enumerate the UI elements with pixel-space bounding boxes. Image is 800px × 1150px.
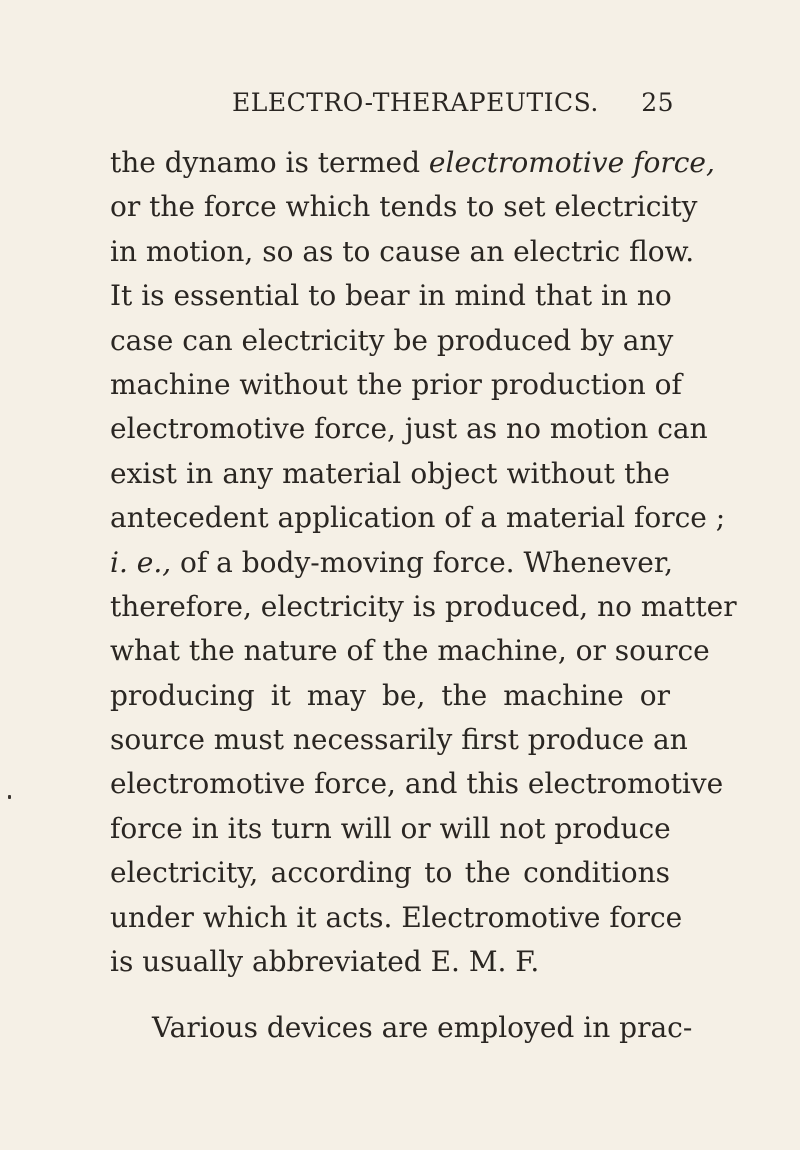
text-span: of a body-moving force. Whenever, xyxy=(180,545,674,579)
text-line: therefore, electricity is produced, no matter xyxy=(110,589,737,623)
text-line: source must necessarily first produce an xyxy=(110,723,688,757)
text-line: machine without the prior production of xyxy=(110,367,682,401)
text-line xyxy=(110,541,674,585)
text-line: what the nature of the machine, or source xyxy=(110,634,710,668)
text-line: is usually abbreviated E. M. F. xyxy=(110,945,540,979)
text-line: electromotive force, and this electromotive xyxy=(110,767,724,801)
text-line: exist in any material object without the xyxy=(110,456,670,490)
body-text xyxy=(110,141,737,1051)
page-number: 25 xyxy=(641,88,674,117)
text-line: force in its turn will or will not produce xyxy=(110,811,671,845)
text-line: antecedent application of a material force ; xyxy=(110,501,726,535)
text-line: under which it acts. Electromotive force xyxy=(110,900,683,934)
text-line: electromotive force, just as no motion can xyxy=(110,412,708,446)
text-line: Various devices are employed in prac- xyxy=(152,1011,693,1045)
text-span: the dynamo is termed xyxy=(110,146,421,179)
text-line xyxy=(110,141,715,185)
text-line: It is essential to bear in mind that in no xyxy=(110,279,672,313)
italic-abbreviation: i. e., xyxy=(110,545,172,579)
paragraph-2 xyxy=(110,1006,693,1050)
text-line: in motion, so as to cause an electric flow. xyxy=(110,234,695,268)
text-line: or the force which tends to set electricity xyxy=(110,190,698,224)
margin-speck xyxy=(8,795,11,799)
italic-term: electromotive force, xyxy=(428,146,715,179)
text-line: case can electricity be produced by any xyxy=(110,323,674,357)
text-line: producing it may be, the machine or xyxy=(110,678,670,712)
running-title: ELECTRO-THERAPEUTICS. xyxy=(232,88,599,117)
paragraph-1 xyxy=(110,141,737,984)
text-line: electricity, according to the conditions xyxy=(110,856,670,890)
